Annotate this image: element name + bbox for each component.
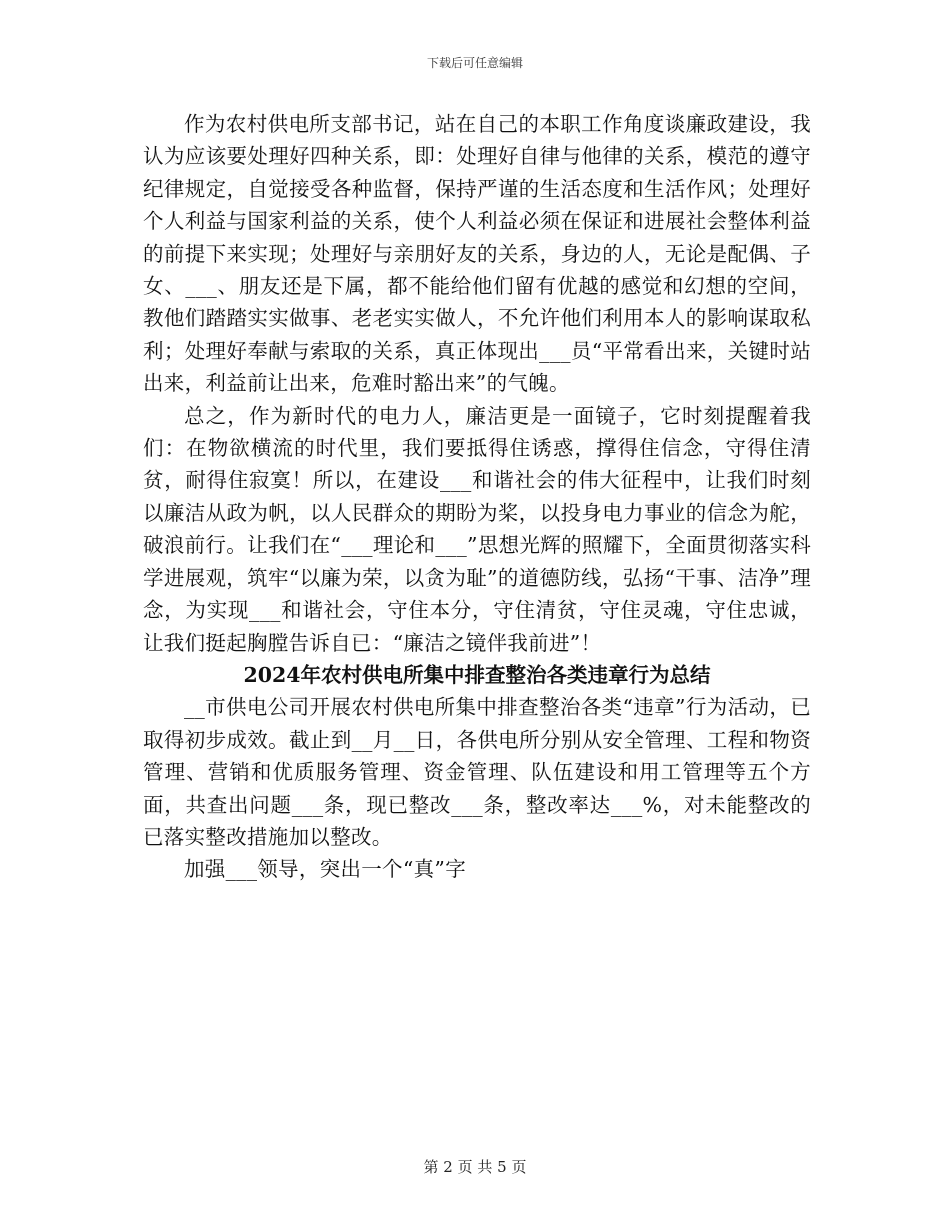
page-header: 下载后可任意编辑 — [426, 56, 523, 70]
section-title: 2024年农村供电所集中排查整治各类违章行为总结 — [243, 662, 711, 687]
paragraph-1: 作为农村供电所支部书记，站在自己的本职工作角度谈廉政建设，我认为应该要处理好四种关系，即：处理好自律与他律的关系，模范的遵守纪律规定，自觉接受各种监督，保持严谨的生活态度和生活作风；处理好个人利益与国家利益的关系，使个人利益必须在保证和进展社会整体利益的前提下来实现；处理好与亲朋好友的关系，身边的人，无论是配偶、子女、___、朋友还是下属，都不能给他们留有优越的感觉和幻想的空间，教他们踏踏实实做事、老老实实做人，不允许他们利用本人的影响谋取私利；处理好奉献与索取的关系，真正体现出___员“平常看出来，关键时站出来，利益前让出来，危难时豁出来”的气魄。 — [143, 112, 811, 396]
document-body — [143, 108, 811, 886]
paragraph-2: 总之，作为新时代的电力人，廉洁更是一面镜子，它时刻提醒着我们：在物欲横流的时代里，我们要抵得住诱惑，撑得住信念，守得住清贫，耐得住寂寞！所以，在建设___和谐社会的伟大征程中，让我们时刻以廉洁从政为帆，以人民群众的期盼为桨，以投身电力事业的信念为舵，破浪前行。让我们在“___理论和___”思想光辉的照耀下，全面贯彻落实科学进展观，筑牢“以廉为荣，以贪为耻”的道德防线，弘扬“干事、洁净”理念，为实现___和谐社会，守住本分，守住清贫，守住灵魂，守住忠诚，让我们挺起胸膛告诉自已：“廉洁之镜伴我前进”！ — [143, 403, 811, 655]
paragraph-3: __市供电公司开展农村供电所集中排查整治各类“违章”行为活动，已取得初步成效。截止到__月__日，各供电所分别从安全管理、工程和物资管理、营销和优质服务管理、资金管理、队伍建设和用工管理等五个方面，共查出问题___条，现已整改___条，整改率达___%，对未能整改的已落实整改措施加以整改。 — [143, 695, 811, 849]
page-footer: 第 2 页 共 5 页 — [423, 1158, 527, 1176]
paragraph-4: 加强___领导，突出一个“真”字 — [184, 857, 467, 882]
